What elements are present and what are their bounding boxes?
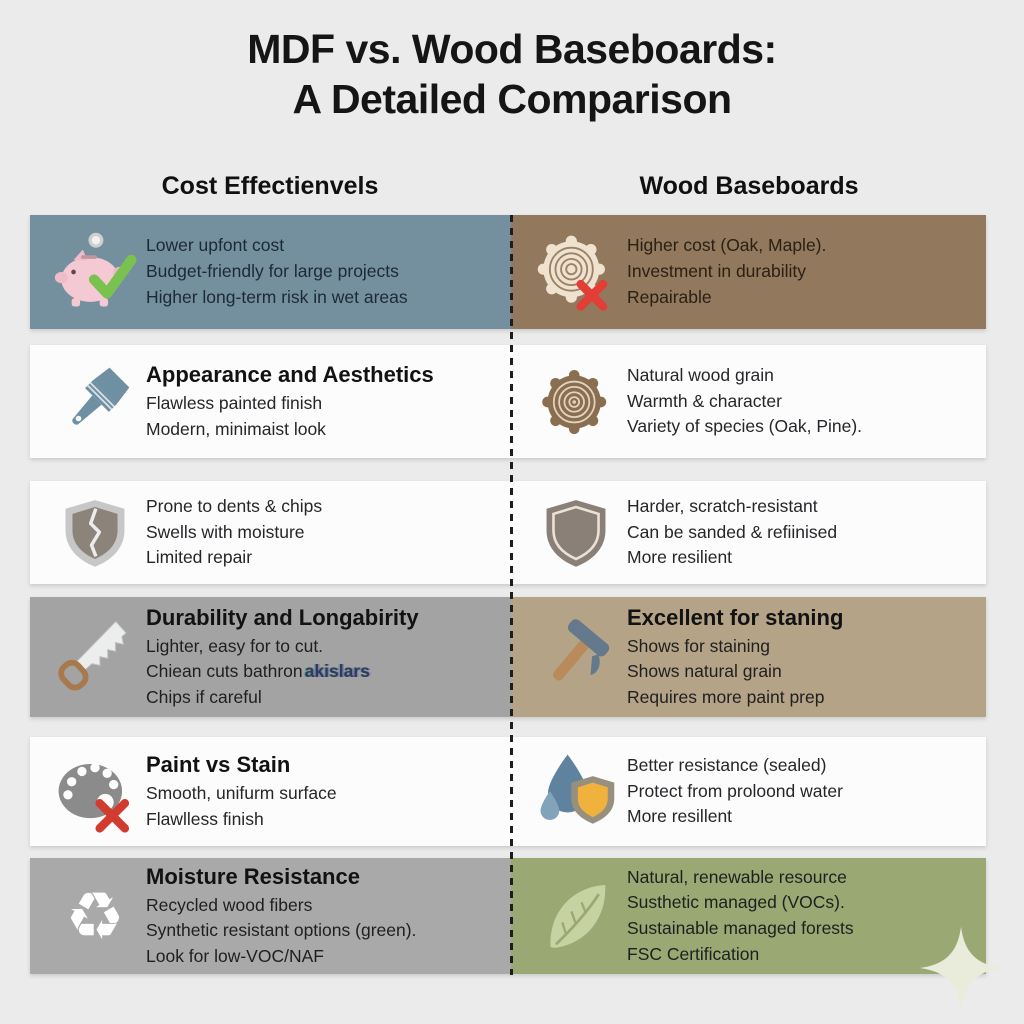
feature-line: Harder, scratch-resistant: [627, 495, 818, 516]
cell-paint-stain-wood: [511, 737, 986, 846]
handsaw-icon: [52, 614, 138, 700]
feature-line: Synthetic resistant options (green).: [146, 920, 417, 941]
feature-line: Requires more paint prep: [627, 687, 825, 708]
feature-line: Budget-friendly for large projects: [146, 261, 399, 282]
cell-cost-mdf: [30, 215, 511, 329]
row-appearance: [30, 345, 986, 458]
feature-line: Chips if careful: [146, 687, 262, 708]
feature-line: More resillent: [627, 806, 733, 827]
feature-line: Repairable: [627, 286, 712, 307]
cell-appearance-wood: [511, 345, 986, 458]
hammer-icon: [533, 616, 619, 698]
palette-cross-icon: [52, 750, 138, 834]
feature-line: Shows for staining: [627, 635, 770, 656]
feature-line: Natural, renewable resource: [627, 866, 847, 887]
feature-heading: Appearance and Aesthetics: [146, 362, 434, 388]
cell-paint-stain-mdf: [30, 737, 511, 846]
feature-line: Protect from proloond water: [627, 780, 843, 801]
recycle-icon: ♻: [65, 879, 125, 953]
page-title-line2: A Detailed Comparison: [292, 76, 732, 123]
feature-heading: Moisture Resistance: [146, 864, 360, 890]
row-durability: [30, 481, 986, 584]
feature-line: Variety of species (Oak, Pine).: [627, 416, 863, 437]
page-title: [0, 24, 1024, 124]
feature-heading: Excellent for staning: [627, 605, 844, 631]
feature-line: FSC Certification: [627, 943, 760, 964]
wood-log-cross-icon: [533, 230, 619, 314]
feature-line: [146, 659, 419, 685]
feature-line: More resilient: [627, 547, 733, 568]
wood-log-icon: [533, 362, 619, 442]
feature-line: Lighter, easy for to cut.: [146, 635, 324, 656]
row-workability: [30, 597, 986, 717]
feature-line: Natural wood grain: [627, 364, 774, 385]
cell-workability-wood: [511, 597, 986, 717]
feature-line: Flawlless finish: [146, 808, 264, 829]
feature-line: Sustainable managed forests: [627, 918, 854, 938]
column-divider-dashed-line: [510, 215, 513, 975]
feature-line: Higher long-term risk in wet areas: [146, 286, 408, 307]
feature-line: Can be sanded & refiinised: [627, 521, 838, 542]
feature-line: Flawless painted finish: [146, 393, 323, 414]
feature-line-part: Chiean cuts bathron: [146, 661, 303, 682]
feature-line: Swells with moisture: [146, 521, 305, 542]
feature-line: Investment in durability: [627, 261, 806, 282]
water-shield-icon: [533, 750, 619, 834]
feature-line: Higher cost (Oak, Maple).: [627, 235, 827, 256]
row-cost: [30, 215, 986, 329]
feature-line: Better resistance (sealed): [627, 754, 827, 775]
cell-durability-wood: [511, 481, 986, 584]
feature-line: Warmth & character: [627, 390, 782, 411]
row-eco: [30, 858, 986, 974]
feature-line: Smooth, unifurm surface: [146, 783, 337, 804]
feature-heading: Paint vs Stain: [146, 752, 291, 778]
feature-line: Lower upfont cost: [146, 235, 285, 256]
right-column-header: Wood Baseboards: [639, 172, 859, 200]
left-column-header: Cost Effectienvels: [161, 172, 379, 200]
feature-line: Look for low-VOC/NAF: [146, 946, 324, 967]
glitch-text: akislars: [304, 661, 370, 682]
paintbrush-icon: [52, 360, 138, 444]
cell-workability-mdf: [30, 597, 511, 717]
row-paint-stain: [30, 737, 986, 846]
cell-appearance-mdf: [30, 345, 511, 458]
piggy-bank-check-icon: [52, 230, 138, 314]
cell-eco-mdf: [30, 858, 511, 974]
sparkle-icon: [918, 925, 1004, 1011]
feature-line: Recycled wood fibers: [146, 894, 313, 915]
feature-line: Shows natural grain: [627, 661, 782, 682]
feature-heading: Durability and Longabirity: [146, 605, 419, 631]
cell-eco-wood: [511, 858, 986, 974]
leaf-icon: [533, 875, 619, 957]
cracked-shield-icon: [52, 494, 138, 572]
feature-line: Limited repair: [146, 547, 253, 568]
cell-cost-wood: [511, 215, 986, 329]
feature-line: Modern, minimaist look: [146, 418, 326, 439]
feature-line: Susthetic managed (VOCs).: [627, 892, 845, 913]
page-title-line1: MDF vs. Wood Baseboards:: [247, 26, 777, 72]
shield-icon: [533, 494, 619, 572]
feature-line: Prone to dents & chips: [146, 495, 323, 516]
cell-durability-mdf: [30, 481, 511, 584]
